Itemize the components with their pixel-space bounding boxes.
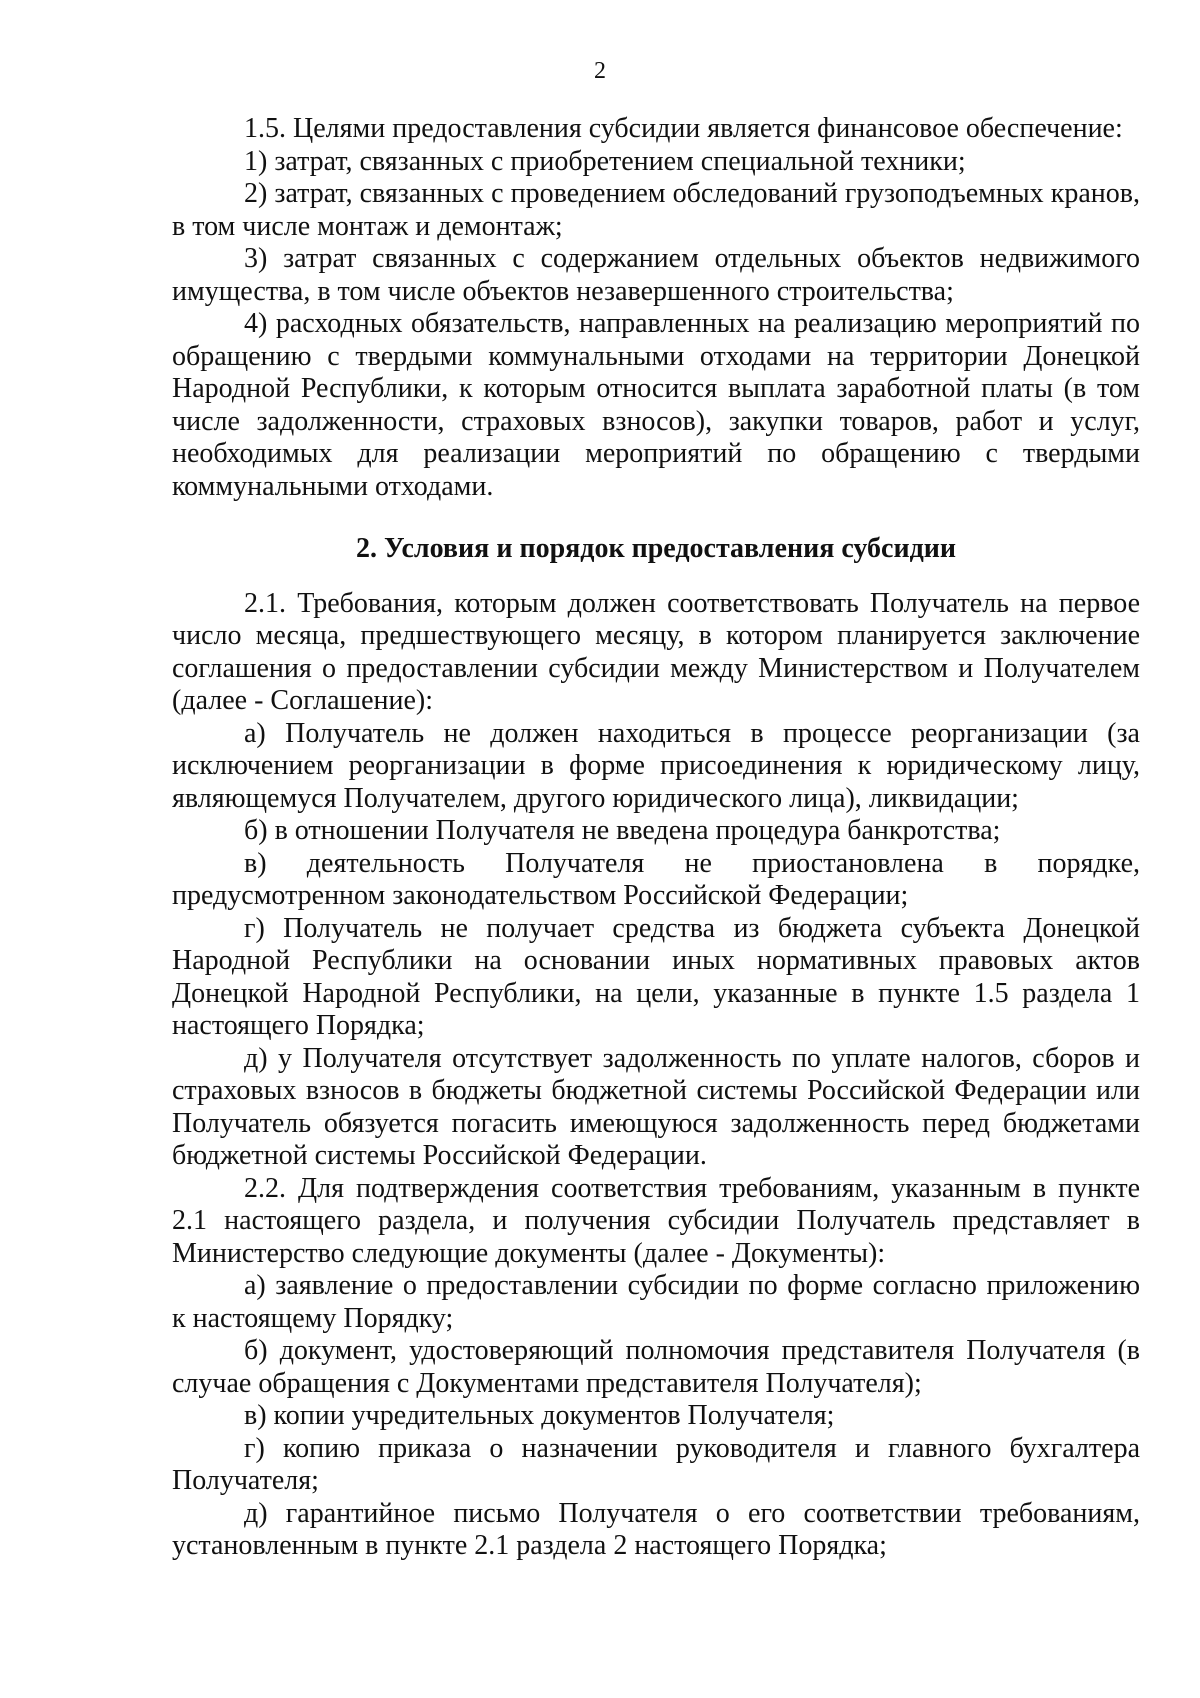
document-body xyxy=(172,113,1140,1563)
section-2-heading: 2. Условия и порядок предоставления субсидии xyxy=(355,533,957,564)
paragraph-1-5-item-3: 3) затрат связанных с содержанием отдельных объектов недвижимого имущества, в том числе объектов незавершенного строительства; xyxy=(172,243,1140,307)
paragraph-1-5-item-2: 2) затрат, связанных с проведением обследований грузоподъемных кранов, в том числе монтаж и демонтаж; xyxy=(172,178,1140,242)
paragraph-2-2-item-g: г) копию приказа о назначении руководителя и главного бухгалтера Получателя; xyxy=(172,1432,1140,1496)
paragraph-2-2-item-d: д) гарантийное письмо Получателя о его соответствии требованиям, установленным в пункте 2.1 раздела 2 настоящего Порядка; xyxy=(172,1497,1140,1561)
paragraph-1-5: 1.5. Целями предоставления субсидии является финансовое обеспечение: xyxy=(244,113,1123,144)
paragraph-2-2-item-b: б) документ, удостоверяющий полномочия представителя Получателя (в случае обращения с Документами представителя Получателя); xyxy=(172,1335,1140,1399)
paragraph-2-1-item-b: б) в отношении Получателя не введена процедура банкротства; xyxy=(244,815,1001,846)
paragraph-2-2: 2.2. Для подтверждения соответствия требованиям, указанным в пункте 2.1 настоящего раздела, и получения субсидии Получатель представляет в Министерство следующие документы (далее - Документы): xyxy=(172,1172,1140,1269)
page-number: 2 xyxy=(594,58,606,84)
paragraph-2-1-item-g: г) Получатель не получает средства из бюджета субъекта Донецкой Народной Республики на основании иных нормативных правовых актов Донецкой Народной Республики, на цели, указанные в пункте 1.5 раздела 1 настоящего Порядка; xyxy=(172,912,1140,1041)
paragraph-2-1-item-v: в) деятельность Получателя не приостановлена в порядке, предусмотренном законодательством Российской Федерации; xyxy=(172,847,1140,911)
paragraph-2-2-item-a: а) заявление о предоставлении субсидии по форме согласно приложению к настоящему Порядку; xyxy=(172,1270,1140,1334)
paragraph-2-2-item-v: в) копии учредительных документов Получателя; xyxy=(244,1400,835,1431)
paragraph-2-1: 2.1. Требования, которым должен соответствовать Получатель на первое число месяца, предшествующего месяцу, в котором планируется заключение соглашения о предоставлении субсидии между Министерством и Получателем (далее - Соглашение): xyxy=(172,587,1140,716)
paragraph-1-5-item-1: 1) затрат, связанных с приобретением специальной техники; xyxy=(244,145,966,177)
paragraph-2-1-item-d: д) у Получателя отсутствует задолженность по уплате налогов, сборов и страховых взносов в бюджеты бюджетной системы Российской Федерации или Получатель обязуется погасить имеющуюся задолженность перед бюджетами бюджетной системы Российской Федерации. xyxy=(172,1042,1140,1171)
paragraph-2-1-item-a: а) Получатель не должен находиться в процессе реорганизации (за исключением реорганизации в форме присоединения к юридическому лицу, являющемуся Получателем, другого юридического лица), ликвидации; xyxy=(172,717,1140,814)
paragraph-1-5-item-4: 4) расходных обязательств, направленных на реализацию мероприятий по обращению с твердыми коммунальными отходами на территории Донецкой Народной Республики, к которым относится выплата заработной платы (в том числе задолженности, страховых взносов), закупки товаров, работ и услуг, необходимых для реализации мероприятий по обращению с твердыми коммунальными отходами. xyxy=(172,308,1140,502)
